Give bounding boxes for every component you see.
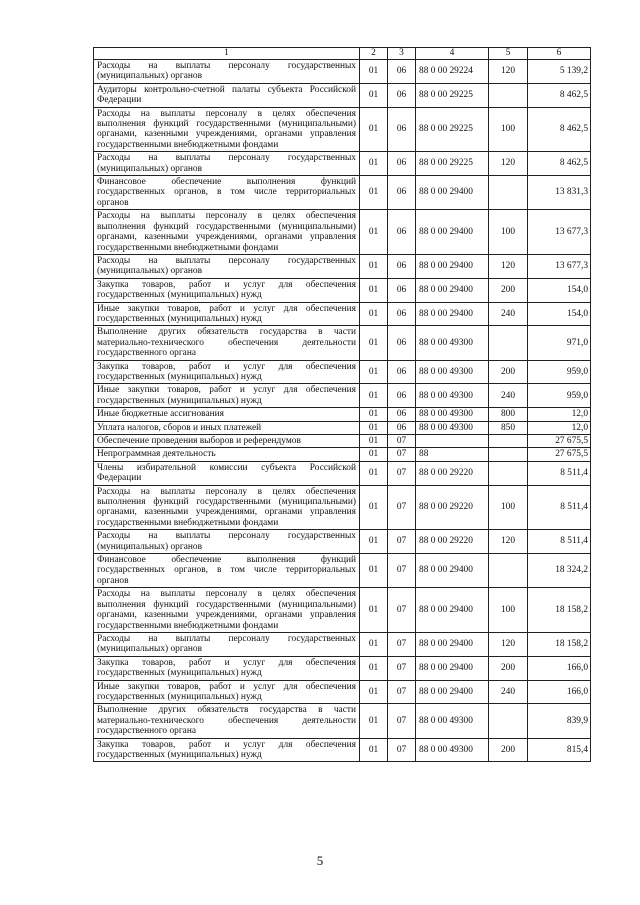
subsection-code-cell: 07 [388,461,416,485]
subsection-code-cell: 06 [388,326,416,360]
expense-name-cell: Аудиторы контрольно-счетной палаты субъекта Российской Федерации [94,83,360,107]
subsection-code-cell: 07 [388,448,416,461]
column-header: 3 [388,48,416,60]
target-article-cell: 88 0 00 29400 [416,680,489,704]
subsection-code-cell: 07 [388,588,416,633]
expense-type-cell: 100 [489,485,528,530]
budget-table [93,47,591,762]
subsection-code-cell: 06 [388,360,416,384]
table-row [94,83,591,107]
expense-type-cell [489,435,528,448]
table-row [94,302,591,326]
expense-name-cell: Расходы на выплаты персоналу в целях обеспечения выполнения функций государственными (муниципальными) органами, казенными учреждениями, органами управления государственными внебюджетными фондами [94,588,360,633]
target-article-cell: 88 0 00 29400 [416,588,489,633]
table-header-row [94,48,591,60]
table-row [94,408,591,421]
expense-name-cell: Уплата налогов, сборов и иных платежей [94,421,360,434]
section-code-cell: 01 [360,704,388,738]
amount-cell: 5 139,2 [528,60,591,84]
amount-cell: 13 677,3 [528,254,591,278]
amount-cell: 27 675,5 [528,448,591,461]
section-code-cell: 01 [360,554,388,588]
target-article-cell: 88 0 00 29220 [416,530,489,554]
expense-type-cell [489,704,528,738]
expense-type-cell: 100 [489,107,528,152]
expense-type-cell [489,176,528,210]
target-article-cell: 88 0 00 49300 [416,326,489,360]
expense-name-cell: Расходы на выплаты персоналу в целях обеспечения выполнения функций государственными (муниципальными) органами, казенными учреждениями, органами управления государственными внебюджетными фондами [94,210,360,255]
expense-type-cell [489,326,528,360]
expense-type-cell: 200 [489,738,528,762]
section-code-cell: 01 [360,360,388,384]
section-code-cell: 01 [360,632,388,656]
table-row [94,210,591,255]
expense-name-cell: Закупка товаров, работ и услуг для обеспечения государственных (муниципальных) нужд [94,738,360,762]
amount-cell: 8 511,4 [528,461,591,485]
section-code-cell: 01 [360,656,388,680]
target-article-cell: 88 0 00 49300 [416,421,489,434]
amount-cell: 839,9 [528,704,591,738]
target-article-cell: 88 0 00 29224 [416,60,489,84]
amount-cell: 27 675,5 [528,435,591,448]
amount-cell: 12,0 [528,408,591,421]
expense-name-cell: Финансовое обеспечение выполнения функций государственных органов, в том числе территориальных органов [94,176,360,210]
amount-cell: 12,0 [528,421,591,434]
expense-name-cell: Обеспечение проведения выборов и референдумов [94,435,360,448]
target-article-cell: 88 0 00 49300 [416,360,489,384]
section-code-cell: 01 [360,738,388,762]
section-code-cell: 01 [360,485,388,530]
section-code-cell: 01 [360,435,388,448]
subsection-code-cell: 06 [388,408,416,421]
table-row [94,421,591,434]
target-article-cell: 88 0 00 49300 [416,738,489,762]
section-code-cell: 01 [360,384,388,408]
expense-name-cell: Непрограммная деятельность [94,448,360,461]
expense-type-cell: 120 [489,152,528,176]
amount-cell: 166,0 [528,680,591,704]
amount-cell: 815,4 [528,738,591,762]
table-row [94,485,591,530]
amount-cell: 8 462,5 [528,152,591,176]
expense-type-cell [489,83,528,107]
expense-type-cell: 200 [489,360,528,384]
subsection-code-cell: 07 [388,530,416,554]
subsection-code-cell: 07 [388,738,416,762]
table-row [94,107,591,152]
table-row [94,360,591,384]
expense-name-cell: Расходы на выплаты персоналу государственных (муниципальных) органов [94,632,360,656]
expense-name-cell: Расходы на выплаты персоналу в целях обеспечения выполнения функций государственными (муниципальными) органами, казенными учреждениями, органами управления государственными внебюджетными фондами [94,107,360,152]
target-article-cell: 88 0 00 49300 [416,408,489,421]
table-row [94,738,591,762]
expense-name-cell: Расходы на выплаты персоналу государственных (муниципальных) органов [94,60,360,84]
column-header: 4 [416,48,489,60]
subsection-code-cell: 07 [388,485,416,530]
target-article-cell: 88 0 00 49300 [416,384,489,408]
section-code-cell: 01 [360,210,388,255]
section-code-cell: 01 [360,278,388,302]
expense-type-cell: 240 [489,384,528,408]
expense-type-cell: 100 [489,588,528,633]
amount-cell: 959,0 [528,360,591,384]
amount-cell: 166,0 [528,656,591,680]
section-code-cell: 01 [360,302,388,326]
section-code-cell: 01 [360,60,388,84]
subsection-code-cell: 06 [388,107,416,152]
subsection-code-cell: 07 [388,632,416,656]
target-article-cell: 88 0 00 29225 [416,83,489,107]
expense-type-cell [489,448,528,461]
target-article-cell: 88 0 00 29220 [416,461,489,485]
expense-name-cell: Закупка товаров, работ и услуг для обеспечения государственных (муниципальных) нужд [94,656,360,680]
table-row [94,176,591,210]
target-article-cell: 88 0 00 29220 [416,485,489,530]
expense-type-cell: 120 [489,632,528,656]
table-row [94,254,591,278]
amount-cell: 13 831,3 [528,176,591,210]
expense-type-cell: 200 [489,278,528,302]
table-row [94,152,591,176]
expense-type-cell: 120 [489,60,528,84]
section-code-cell: 01 [360,152,388,176]
expense-name-cell: Закупка товаров, работ и услуг для обеспечения государственных (муниципальных) нужд [94,278,360,302]
subsection-code-cell: 06 [388,210,416,255]
subsection-code-cell: 07 [388,554,416,588]
section-code-cell: 01 [360,461,388,485]
expense-type-cell: 240 [489,680,528,704]
table-row [94,278,591,302]
amount-cell: 8 462,5 [528,107,591,152]
section-code-cell: 01 [360,408,388,421]
subsection-code-cell: 07 [388,656,416,680]
expense-type-cell [489,461,528,485]
table-row [94,680,591,704]
target-article-cell: 88 0 00 29400 [416,554,489,588]
expense-name-cell: Члены избирательной комиссии субъекта Российской Федерации [94,461,360,485]
subsection-code-cell: 06 [388,384,416,408]
target-article-cell: 88 0 00 29400 [416,176,489,210]
expense-type-cell: 100 [489,210,528,255]
amount-cell: 8 462,5 [528,83,591,107]
subsection-code-cell: 06 [388,278,416,302]
column-header: 6 [528,48,591,60]
subsection-code-cell: 06 [388,83,416,107]
expense-type-cell: 800 [489,408,528,421]
subsection-code-cell: 06 [388,152,416,176]
expense-name-cell: Закупка товаров, работ и услуг для обеспечения государственных (муниципальных) нужд [94,360,360,384]
expense-name-cell: Иные закупки товаров, работ и услуг для обеспечения государственных (муниципальных) нужд [94,680,360,704]
subsection-code-cell: 06 [388,254,416,278]
expense-name-cell: Выполнение других обязательств государства в части материально-технического обеспечения деятельности государственного органа [94,326,360,360]
amount-cell: 13 677,3 [528,210,591,255]
expense-name-cell: Расходы на выплаты персоналу государственных (муниципальных) органов [94,530,360,554]
target-article-cell: 88 0 00 49300 [416,704,489,738]
expense-name-cell: Иные закупки товаров, работ и услуг для обеспечения государственных (муниципальных) нужд [94,384,360,408]
amount-cell: 18 324,2 [528,554,591,588]
target-article-cell: 88 [416,448,489,461]
column-header: 2 [360,48,388,60]
section-code-cell: 01 [360,530,388,554]
subsection-code-cell: 06 [388,60,416,84]
table-row [94,448,591,461]
section-code-cell: 01 [360,680,388,704]
amount-cell: 154,0 [528,302,591,326]
section-code-cell: 01 [360,448,388,461]
expense-name-cell: Иные бюджетные ассигнования [94,408,360,421]
table-row [94,461,591,485]
target-article-cell [416,435,489,448]
expense-type-cell: 850 [489,421,528,434]
table-row [94,632,591,656]
amount-cell: 18 158,2 [528,632,591,656]
section-code-cell: 01 [360,421,388,434]
target-article-cell: 88 0 00 29400 [416,632,489,656]
amount-cell: 8 511,4 [528,485,591,530]
section-code-cell: 01 [360,326,388,360]
target-article-cell: 88 0 00 29400 [416,210,489,255]
expense-type-cell: 240 [489,302,528,326]
section-code-cell: 01 [360,83,388,107]
section-code-cell: 01 [360,176,388,210]
expense-name-cell: Расходы на выплаты персоналу государственных (муниципальных) органов [94,152,360,176]
amount-cell: 971,0 [528,326,591,360]
amount-cell: 8 511,4 [528,530,591,554]
table-row [94,435,591,448]
expense-type-cell: 120 [489,530,528,554]
expense-type-cell: 120 [489,254,528,278]
amount-cell: 18 158,2 [528,588,591,633]
expense-name-cell: Выполнение других обязательств государства в части материально-технического обеспечения деятельности государственного органа [94,704,360,738]
target-article-cell: 88 0 00 29400 [416,278,489,302]
section-code-cell: 01 [360,588,388,633]
subsection-code-cell: 07 [388,435,416,448]
table-row [94,60,591,84]
amount-cell: 959,0 [528,384,591,408]
subsection-code-cell: 06 [388,421,416,434]
target-article-cell: 88 0 00 29400 [416,302,489,326]
section-code-cell: 01 [360,107,388,152]
table-row [94,588,591,633]
table-row [94,704,591,738]
target-article-cell: 88 0 00 29400 [416,254,489,278]
expense-type-cell: 200 [489,656,528,680]
table-body [94,60,591,762]
subsection-code-cell: 06 [388,176,416,210]
page-number: 5 [316,853,324,868]
expense-type-cell [489,554,528,588]
subsection-code-cell: 07 [388,704,416,738]
target-article-cell: 88 0 00 29225 [416,152,489,176]
table-row [94,530,591,554]
expense-name-cell: Расходы на выплаты персоналу государственных (муниципальных) органов [94,254,360,278]
subsection-code-cell: 07 [388,680,416,704]
amount-cell: 154,0 [528,278,591,302]
column-header: 1 [94,48,360,60]
target-article-cell: 88 0 00 29225 [416,107,489,152]
table-row [94,656,591,680]
target-article-cell: 88 0 00 29400 [416,656,489,680]
section-code-cell: 01 [360,254,388,278]
table-row [94,554,591,588]
table-row [94,326,591,360]
column-header: 5 [489,48,528,60]
expense-name-cell: Финансовое обеспечение выполнения функций государственных органов, в том числе территориальных органов [94,554,360,588]
subsection-code-cell: 06 [388,302,416,326]
table-row [94,384,591,408]
expense-name-cell: Иные закупки товаров, работ и услуг для обеспечения государственных (муниципальных) нужд [94,302,360,326]
expense-name-cell: Расходы на выплаты персоналу в целях обеспечения выполнения функций государственными (муниципальными) органами, казенными учреждениями, органами управления государственными внебюджетными фондами [94,485,360,530]
